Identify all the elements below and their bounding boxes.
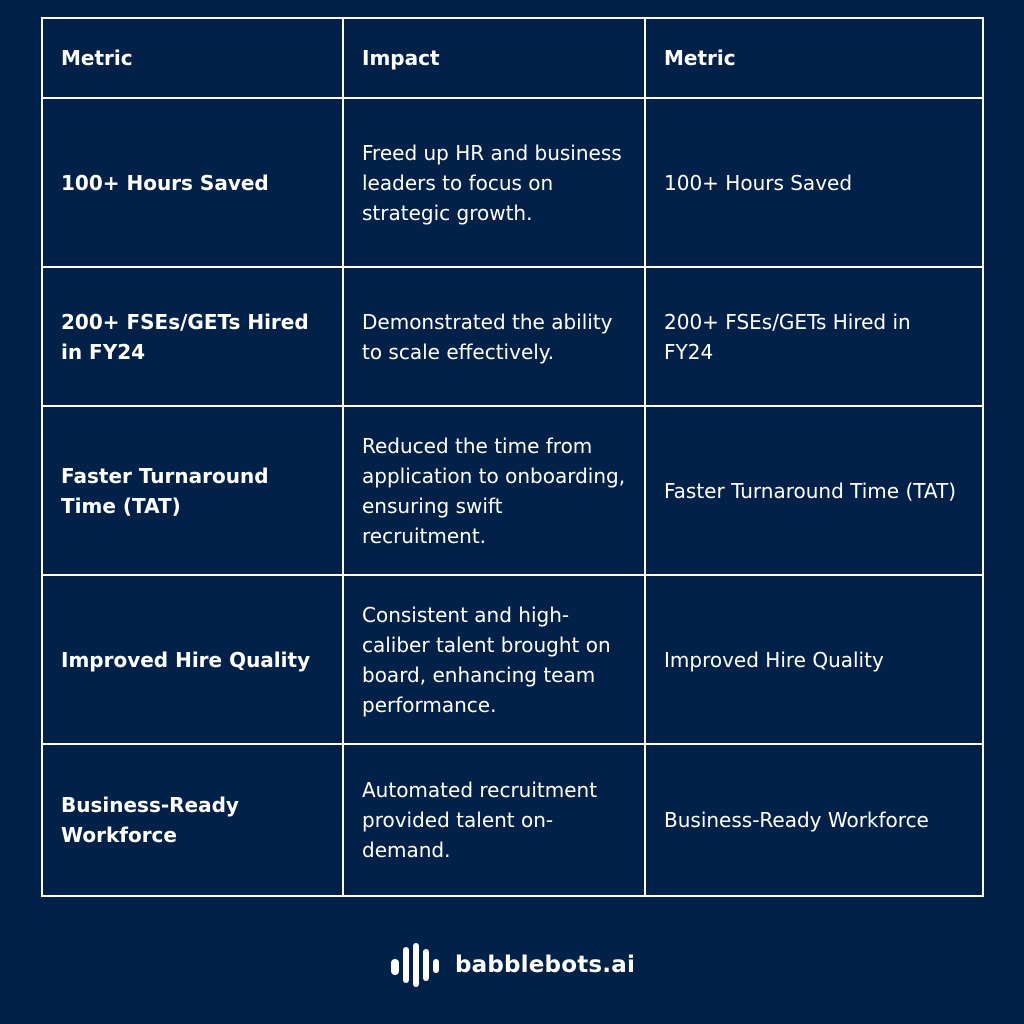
impact-cell: Reduced the time from application to onboarding, ensuring swift recruitment. (343, 406, 645, 575)
metric-cell: 100+ Hours Saved (42, 98, 343, 267)
metric-repeat-cell: 200+ FSEs/GETs Hired in FY24 (645, 267, 983, 406)
impact-cell: Freed up HR and business leaders to focus on strategic growth. (343, 98, 645, 267)
column-header-metric-repeat: Metric (645, 18, 983, 98)
impact-cell: Demonstrated the ability to scale effectively. (343, 267, 645, 406)
metric-cell: Improved Hire Quality (42, 575, 343, 744)
table-row (42, 744, 983, 896)
brand-name: babblebots.ai (454, 952, 636, 978)
column-header-impact: Impact (343, 18, 645, 98)
table-row (42, 98, 983, 267)
table-row (42, 575, 983, 744)
table-header-row (42, 18, 983, 98)
table-row (42, 267, 983, 406)
metrics-table (41, 17, 984, 897)
metric-repeat-cell: Business-Ready Workforce (645, 744, 983, 896)
metric-cell: Faster Turnaround Time (TAT) (42, 406, 343, 575)
sound-wave-logo-icon (389, 943, 441, 987)
metric-repeat-cell: Improved Hire Quality (645, 575, 983, 744)
metric-repeat-cell: 100+ Hours Saved (645, 98, 983, 267)
brand-footer[interactable] (0, 940, 1024, 990)
table-row (42, 406, 983, 575)
metric-cell: Business-Ready Workforce (42, 744, 343, 896)
column-header-metric: Metric (42, 18, 343, 98)
impact-cell: Automated recruitment provided talent on-demand. (343, 744, 645, 896)
impact-cell: Consistent and high-caliber talent brought on board, enhancing team performance. (343, 575, 645, 744)
metric-repeat-cell: Faster Turnaround Time (TAT) (645, 406, 983, 575)
metric-cell: 200+ FSEs/GETs Hired in FY24 (42, 267, 343, 406)
